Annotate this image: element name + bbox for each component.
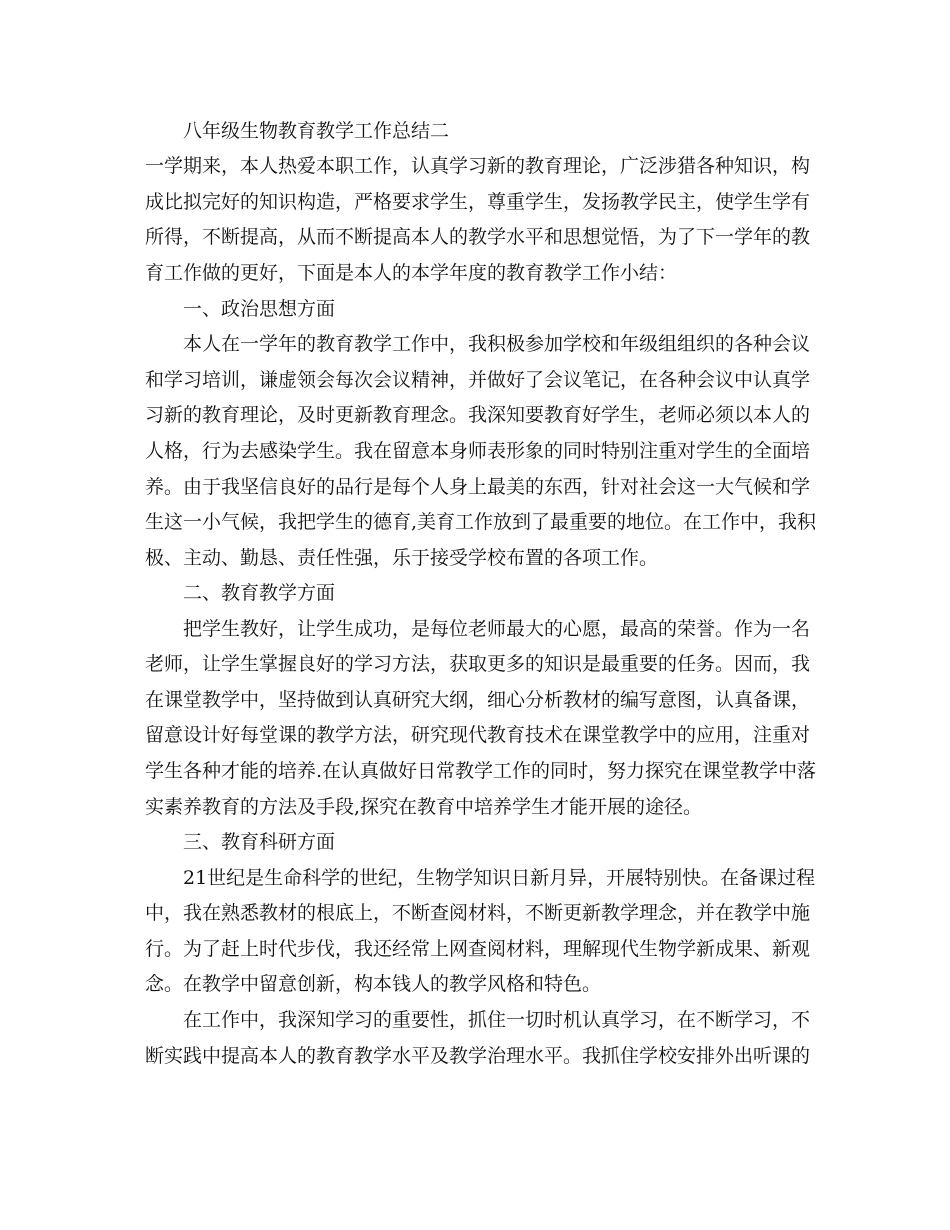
text-line: 养。由于我坚信良好的品行是每个人身上最美的东西，针对社会这一大气候和学 bbox=[145, 476, 811, 498]
text-line: 行。为了赶上时代步伐，我还经常上网查阅材料，理解现代生物学新成果、新观 bbox=[145, 938, 811, 960]
text-line: 生这一小气候，我把学生的德育,美育工作放到了最重要的地位。在工作中，我积 bbox=[145, 511, 817, 533]
text-line: 留意设计好每堂课的教学方法，研究现代教育技术在课堂教学中的应用，注重对 bbox=[145, 724, 811, 746]
text-line: 实素养教育的方法及手段,探究在教育中培养学生才能开展的途径。 bbox=[145, 796, 703, 818]
text-line: 本人在一学年的教育教学工作中，我积极参加学校和年级组组织的各种会议 bbox=[183, 333, 811, 355]
text-line: 断实践中提高本人的教育教学水平及教学治理水平。我抓住学校安排外出听课的 bbox=[145, 1045, 811, 1067]
text-line: 所得，不断提高，从而不断提高本人的教学水平和思想觉悟，为了下一学年的教 bbox=[145, 226, 811, 248]
section-heading-politics: 一、政治思想方面 bbox=[183, 298, 336, 320]
text-line: 在课堂教学中，坚持做到认真研究大纲，细心分析教材的编写意图，认真备课， bbox=[145, 689, 811, 711]
text-line: 极、主动、勤恳、责任性强，乐于接受学校布置的各项工作。 bbox=[145, 547, 659, 569]
section-heading-teaching: 二、教育教学方面 bbox=[183, 582, 336, 604]
text-line: 念。在教学中留意创新，构本钱人的教学风格和特色。 bbox=[145, 973, 602, 995]
text-line: 21世纪是生命科学的世纪，生物学知识日新月异，开展特别快。在备课过程 bbox=[183, 867, 816, 889]
text-line: 和学习培训，谦虚领会每次会议精神，并做好了会议笔记，在各种会议中认真学 bbox=[145, 369, 811, 391]
text-line: 成比拟完好的知识构造，严格要求学生，尊重学生，发扬教学民主，使学生学有 bbox=[145, 191, 811, 213]
text-line: 习新的教育理论，及时更新教育理念。我深知要教育好学生，老师必须以本人的 bbox=[145, 404, 811, 426]
text-line: 人格，行为去感染学生。我在留意本身师表形象的同时特别注重对学生的全面培 bbox=[145, 440, 811, 462]
text-line: 老师，让学生掌握良好的学习方法，获取更多的知识是最重要的任务。因而，我 bbox=[145, 653, 811, 675]
text-line: 育工作做的更好，下面是本人的本学年度的教育教学工作小结： bbox=[145, 262, 678, 284]
text-line: 在工作中，我深知学习的重要性，抓住一切时机认真学习，在不断学习，不 bbox=[183, 1009, 811, 1031]
text-line: 学生各种才能的培养.在认真做好日常教学工作的同时，努力探究在课堂教学中落 bbox=[145, 760, 817, 782]
document-title: 八年级生物教育教学工作总结二 bbox=[183, 120, 450, 142]
text-line: 中，我在熟悉教材的根底上，不断查阅材料，不断更新教学理念，并在教学中施 bbox=[145, 902, 811, 924]
text-line: 把学生教好，让学生成功，是每位老师最大的心愿，最高的荣誉。作为一名 bbox=[183, 618, 811, 640]
text-line: 一学期来，本人热爱本职工作，认真学习新的教育理论，广泛涉猎各种知识，构 bbox=[145, 155, 811, 177]
section-heading-research: 三、教育科研方面 bbox=[183, 831, 336, 853]
